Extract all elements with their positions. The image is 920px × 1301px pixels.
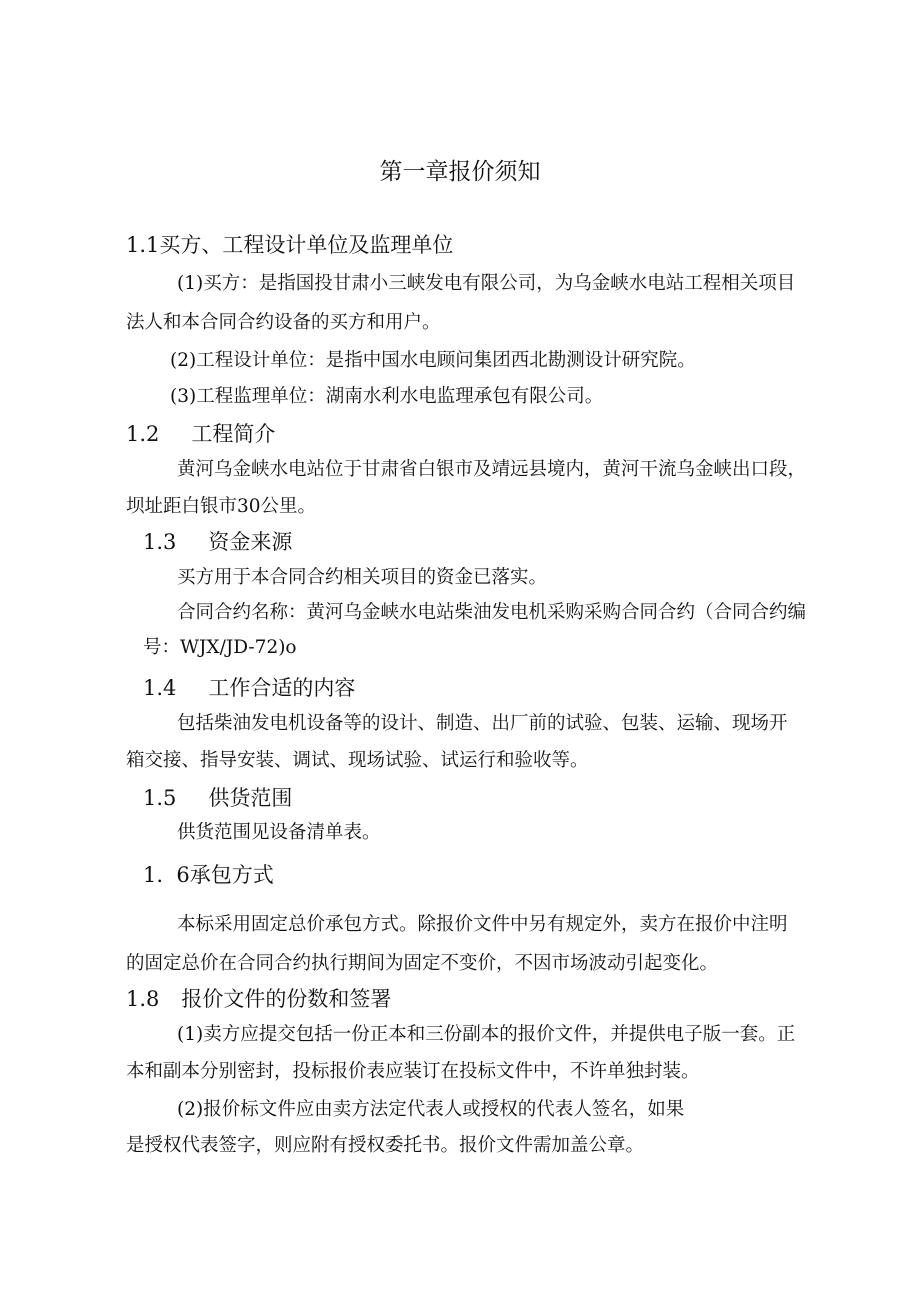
section-1-8-title: 报价文件的份数和签署 (181, 987, 392, 1011)
section-1-4-heading (143, 674, 355, 702)
section-1-1-heading: 1.1买方、工程设计单位及监理单位 (126, 233, 454, 257)
section-1-3-number: 1.3 (143, 530, 177, 554)
section-1-4-title: 工作合适的内容 (208, 676, 356, 700)
section-1-3-line1: 买方用于本合同合约相关项目的资金已落实。 (177, 567, 548, 588)
section-1-5-heading (143, 784, 292, 812)
section-1-8-para2-line1: (2)报价标文件应由卖方法定代表人或授权的代表人签名，如果 (177, 1099, 685, 1120)
section-1-4-line1: 包括柴油发电机设备等的设计、制造、出厂前的试验、包装、运输、现场开 (177, 713, 788, 734)
section-1-2-line1: 黄河乌金峡水电站位于甘肃省白银市及靖远县境内，黄河干流乌金峡出口段， (177, 459, 807, 480)
section-1-5-line1: 供货范围见设备清单表。 (177, 822, 381, 843)
section-1-2-line2: 坝址距白银市30公里。 (126, 496, 317, 517)
section-1-4-number: 1.4 (143, 676, 177, 700)
section-1-3-title: 资金来源 (208, 530, 293, 554)
section-1-3-line2: 合同合约名称：黄河乌金峡水电站柴油发电机采购采购合同合约（合同合约编 (177, 602, 807, 623)
section-1-2-heading (126, 420, 275, 448)
section-1-2-number: 1.2 (126, 422, 160, 446)
section-1-3-line3: 号：WJX/JD-72)o (143, 637, 297, 658)
section-1-5-title: 供货范围 (208, 786, 293, 810)
section-1-6-line1: 本标采用固定总价承包方式。除报价文件中另有规定外，卖方在报价中注明 (177, 914, 788, 935)
section-1-8-heading (126, 985, 391, 1013)
section-1-1-para1-line2: 法人和本合同合约设备的买方和用户。 (126, 312, 441, 333)
chapter-title: 第一章报价须知 (379, 159, 541, 185)
section-1-1-para1-line1: (1)买方：是指国投甘肃小三峡发电有限公司，为乌金峡水电站工程相关项目 (177, 273, 796, 294)
section-1-8-para2-line2: 是授权代表签字，则应附有授权委托书。报价文件需加盖公章。 (126, 1135, 645, 1156)
section-1-8-para1-line2: 本和副本分别密封，投标报价表应装订在投标文件中，不许单独封装。 (126, 1061, 700, 1082)
section-1-6-line2: 的固定总价在合同合约执行期间为固定不变价，不因市场波动引起变化。 (126, 953, 719, 974)
section-1-8-number: 1.8 (126, 987, 160, 1011)
section-1-1-para2: (2)工程设计单位：是指中国水电顾问集团西北勘测设计研究院。 (170, 350, 696, 371)
section-1-6-heading: 1. 6承包方式 (143, 863, 274, 887)
section-1-4-line2: 箱交接、指导安装、调试、现场试验、试运行和验收等。 (126, 750, 589, 771)
section-1-5-number: 1.5 (143, 786, 177, 810)
section-1-3-heading (143, 528, 292, 556)
section-1-2-title: 工程简介 (191, 422, 276, 446)
section-1-8-para1-line1: (1)卖方应提交包括一份正本和三份副本的报价文件，并提供电子版一套。正 (177, 1024, 796, 1045)
section-1-1-para3: (3)工程监理单位：湖南水利水电监理承包有限公司。 (170, 386, 604, 407)
